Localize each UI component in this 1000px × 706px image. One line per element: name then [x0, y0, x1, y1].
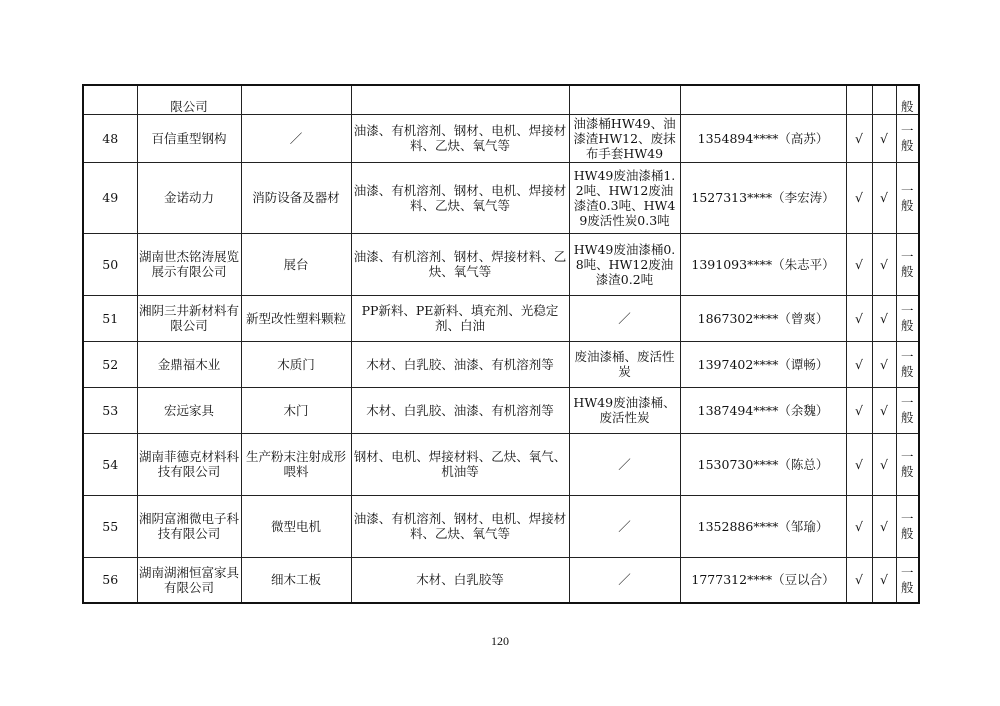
cell-check-1: √	[846, 341, 872, 387]
cell-materials: 钢材、电机、焊接材料、乙炔、氧气、机油等	[351, 433, 569, 495]
cell-no: 53	[83, 387, 137, 433]
cell-materials: 木材、白乳胶、油漆、有机溶剂等	[351, 387, 569, 433]
cell-contact: 1397402****（谭畅）	[680, 341, 846, 387]
cell-check-1	[846, 85, 872, 114]
cell-no: 55	[83, 495, 137, 557]
cell-company: 湖南世杰铭涛展览展示有限公司	[137, 233, 241, 295]
cell-waste	[569, 85, 680, 114]
cell-company: 湖南菲德克材料科技有限公司	[137, 433, 241, 495]
table-row	[83, 233, 919, 295]
cell-no: 48	[83, 114, 137, 162]
cell-level: 一般	[896, 341, 919, 387]
cell-contact: 1352886****（邹瑜）	[680, 495, 846, 557]
cell-company: 金鼎福木业	[137, 341, 241, 387]
cell-check-1: √	[846, 495, 872, 557]
cell-waste: ／	[569, 433, 680, 495]
cell-level: 一般	[896, 233, 919, 295]
cell-no	[83, 85, 137, 114]
table-row	[83, 114, 919, 162]
cell-no: 52	[83, 341, 137, 387]
cell-check-1: √	[846, 387, 872, 433]
cell-materials: 油漆、有机溶剂、钢材、电机、焊接材料、乙炔、氧气等	[351, 495, 569, 557]
cell-level: 一般	[896, 433, 919, 495]
cell-check-1: √	[846, 557, 872, 603]
cell-level: 一般	[896, 114, 919, 162]
page-number: 120	[491, 634, 509, 648]
cell-contact: 1387494****（余魏）	[680, 387, 846, 433]
cell-company: 宏远家具	[137, 387, 241, 433]
cell-materials: 木材、白乳胶、油漆、有机溶剂等	[351, 341, 569, 387]
cell-no: 51	[83, 295, 137, 341]
cell-contact: 1867302****（曾爽）	[680, 295, 846, 341]
cell-product: 细木工板	[241, 557, 351, 603]
table-row-continued	[83, 85, 919, 114]
cell-materials: 油漆、有机溶剂、钢材、电机、焊接材料、乙炔、氧气等	[351, 162, 569, 233]
cell-check-2: √	[872, 295, 896, 341]
cell-waste: 废油漆桶、废活性炭	[569, 341, 680, 387]
cell-waste: HW49废油漆桶、废活性炭	[569, 387, 680, 433]
table-row	[83, 162, 919, 233]
cell-company: 湖南湖湘恒富家具有限公司	[137, 557, 241, 603]
cell-check-2: √	[872, 495, 896, 557]
cell-product: 木质门	[241, 341, 351, 387]
cell-check-1: √	[846, 433, 872, 495]
cell-company: 湘阴富湘微电子科技有限公司	[137, 495, 241, 557]
cell-check-2: √	[872, 433, 896, 495]
cell-product: ／	[241, 114, 351, 162]
table-row	[83, 341, 919, 387]
cell-materials: PP新料、PE新料、填充剂、光稳定剂、白油	[351, 295, 569, 341]
cell-materials: 木材、白乳胶等	[351, 557, 569, 603]
cell-product: 木门	[241, 387, 351, 433]
cell-check-2	[872, 85, 896, 114]
cell-company: 湘阴三井新材料有限公司	[137, 295, 241, 341]
cell-no: 54	[83, 433, 137, 495]
cell-no: 49	[83, 162, 137, 233]
cell-waste: ／	[569, 495, 680, 557]
cell-level: 一般	[896, 295, 919, 341]
cell-contact: 1530730****（陈总）	[680, 433, 846, 495]
cell-product: 新型改性塑料颗粒	[241, 295, 351, 341]
enterprise-table	[82, 84, 920, 604]
cell-level: 一般	[896, 495, 919, 557]
cell-product: 展台	[241, 233, 351, 295]
cell-product: 生产粉末注射成形喂料	[241, 433, 351, 495]
table-row	[83, 387, 919, 433]
cell-company: 金诺动力	[137, 162, 241, 233]
cell-check-2: √	[872, 114, 896, 162]
table-row	[83, 495, 919, 557]
cell-check-2: √	[872, 387, 896, 433]
cell-waste: ／	[569, 557, 680, 603]
cell-company: 百信重型钢构	[137, 114, 241, 162]
cell-level: 一般	[896, 162, 919, 233]
cell-materials	[351, 85, 569, 114]
cell-waste: HW49废油漆桶0.8吨、HW12废油漆渣0.2吨	[569, 233, 680, 295]
cell-materials: 油漆、有机溶剂、钢材、焊接材料、乙炔、氧气等	[351, 233, 569, 295]
cell-contact: 1391093****（朱志平）	[680, 233, 846, 295]
cell-check-2: √	[872, 341, 896, 387]
cell-check-1: √	[846, 162, 872, 233]
cell-no: 50	[83, 233, 137, 295]
cell-check-1: √	[846, 295, 872, 341]
cell-materials: 油漆、有机溶剂、钢材、电机、焊接材料、乙炔、氧气等	[351, 114, 569, 162]
cell-level: 般	[896, 85, 919, 114]
cell-company: 限公司	[137, 85, 241, 114]
table-row	[83, 557, 919, 603]
cell-product	[241, 85, 351, 114]
cell-check-2: √	[872, 162, 896, 233]
cell-contact: 1527313****（李宏涛）	[680, 162, 846, 233]
cell-waste: HW49废油漆桶1.2吨、HW12废油漆渣0.3吨、HW49废活性炭0.3吨	[569, 162, 680, 233]
cell-waste: ／	[569, 295, 680, 341]
cell-check-1: √	[846, 233, 872, 295]
cell-check-1: √	[846, 114, 872, 162]
cell-check-2: √	[872, 557, 896, 603]
cell-check-2: √	[872, 233, 896, 295]
cell-level: 一般	[896, 557, 919, 603]
cell-waste: 油漆桶HW49、油漆渣HW12、废抹布手套HW49	[569, 114, 680, 162]
cell-contact: 1777312****（豆以合）	[680, 557, 846, 603]
cell-product: 微型电机	[241, 495, 351, 557]
cell-no: 56	[83, 557, 137, 603]
cell-contact	[680, 85, 846, 114]
cell-product: 消防设备及器材	[241, 162, 351, 233]
table-row	[83, 433, 919, 495]
table-row	[83, 295, 919, 341]
cell-contact: 1354894****（高苏）	[680, 114, 846, 162]
cell-level: 一般	[896, 387, 919, 433]
